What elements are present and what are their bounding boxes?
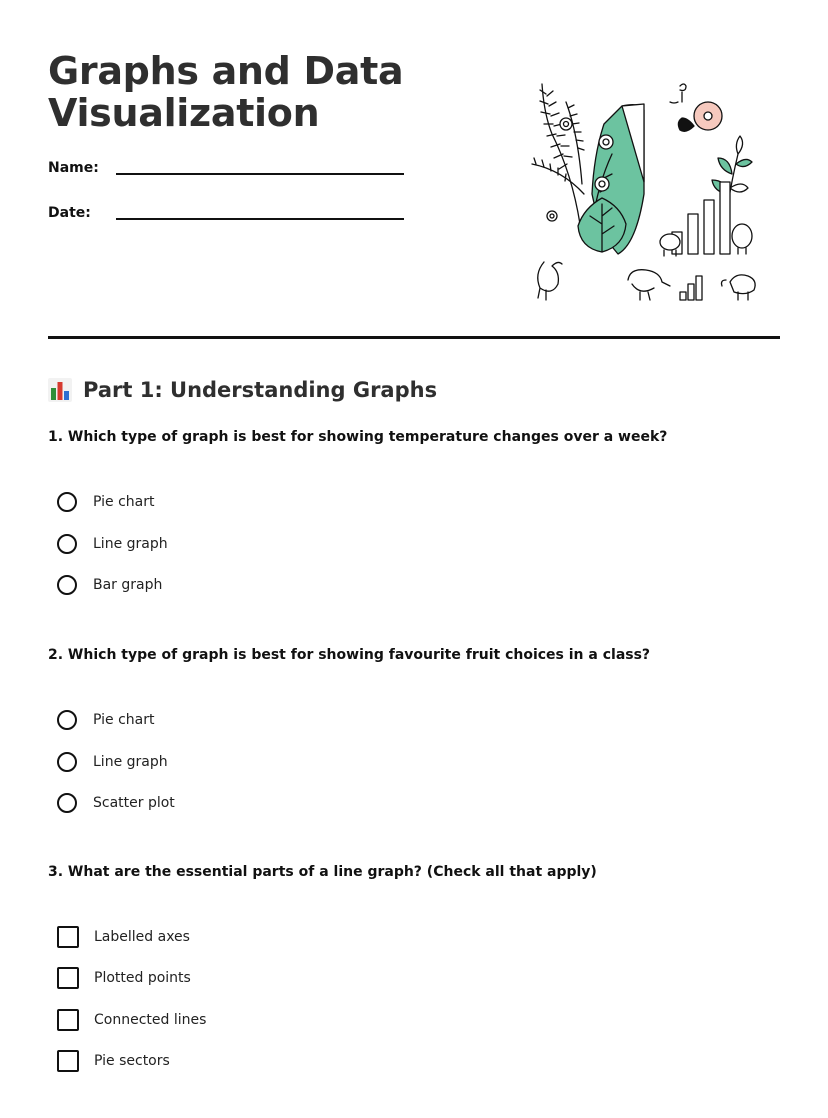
part1-title: Part 1: Understanding Graphs [83, 378, 438, 402]
q2-option-1[interactable] [57, 708, 154, 732]
question-2: 2. Which type of graph is best for showing favourite fruit choices in a class? [48, 647, 651, 663]
checkbox[interactable] [57, 1050, 79, 1072]
option-label: Bar graph [93, 577, 163, 593]
title-line-1: Graphs and Data [48, 49, 404, 93]
question-1: 1. Which type of graph is best for showing temperature changes over a week? [48, 429, 668, 445]
bar-chart-icon [48, 378, 72, 402]
radio-button[interactable] [57, 492, 77, 512]
name-label: Name: [48, 160, 99, 176]
name-line[interactable] [116, 173, 404, 175]
date-field [48, 205, 91, 221]
option-label: Labelled axes [94, 929, 190, 945]
q3-option-1[interactable] [57, 925, 190, 949]
section-divider [48, 336, 780, 339]
option-label: Pie chart [93, 712, 155, 728]
option-label: Pie sectors [94, 1053, 170, 1069]
option-label: Pie chart [93, 494, 155, 510]
checkbox[interactable] [57, 1009, 79, 1031]
option-label: Scatter plot [93, 795, 175, 811]
q1-option-2[interactable] [57, 532, 168, 556]
radio-button[interactable] [57, 534, 77, 554]
option-label: Plotted points [94, 970, 191, 986]
q3-option-2[interactable] [57, 966, 191, 990]
radio-button[interactable] [57, 710, 77, 730]
q2-option-2[interactable] [57, 750, 168, 774]
radio-button[interactable] [57, 793, 77, 813]
radio-button[interactable] [57, 575, 77, 595]
checkbox[interactable] [57, 967, 79, 989]
page-title [48, 50, 403, 134]
q1-option-3[interactable] [57, 573, 162, 597]
name-field [48, 160, 99, 176]
date-line[interactable] [116, 218, 404, 220]
q2-option-3[interactable] [57, 791, 175, 815]
option-label: Line graph [93, 536, 168, 552]
nature-graph-illustration [522, 74, 762, 306]
part1-heading [48, 376, 437, 404]
checkbox[interactable] [57, 926, 79, 948]
title-line-2: Visualization [48, 91, 320, 135]
q3-option-3[interactable] [57, 1008, 206, 1032]
q3-option-4[interactable] [57, 1049, 170, 1073]
radio-button[interactable] [57, 752, 77, 772]
date-label: Date: [48, 205, 91, 221]
option-label: Line graph [93, 754, 168, 770]
option-label: Connected lines [94, 1012, 207, 1028]
q1-option-1[interactable] [57, 490, 154, 514]
question-3: 3. What are the essential parts of a line graph? (Check all that apply) [48, 864, 597, 880]
